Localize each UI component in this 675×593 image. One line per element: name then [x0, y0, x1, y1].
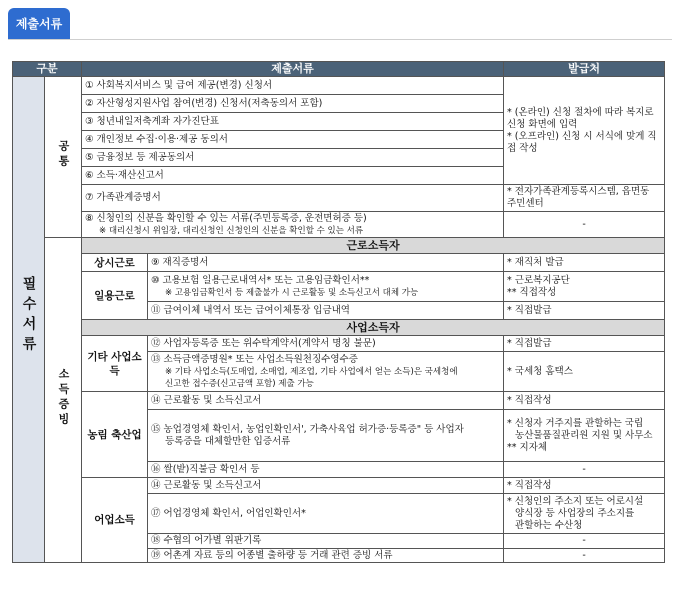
- daily-label: 일용근로: [82, 272, 148, 320]
- category-income: 소득증빙: [45, 238, 82, 563]
- doc-10: ⑩ 고용보험 일용근로내역서* 또는 고용임금확인서** ※ 고용임금확인서 등 제출불가 시 근로활동 및 소득신고서 대체 가능: [148, 272, 504, 302]
- doc-14-farm-issuer: * 직접작성: [504, 392, 665, 410]
- doc-16-issuer: -: [504, 462, 665, 478]
- tab-submission-docs[interactable]: 제출서류: [8, 8, 70, 39]
- header-issuer: 발급처: [504, 62, 665, 77]
- common-issuer: * (온라인) 신청 절차에 따라 복지로 신청 화면에 입력 * (오프라인) 신청 시 서식에 맞게 직접 작성: [504, 77, 665, 185]
- doc-5: ⑤ 금융정보 등 제공동의서: [82, 149, 504, 167]
- etc-label: 기타 사업소득: [82, 336, 148, 392]
- doc-14-fish: ⑭ 근로활동 및 소득신고서: [148, 478, 504, 494]
- doc-7: ⑦ 가족관계증명서: [82, 185, 504, 212]
- doc-11: ⑪ 급여이체 내역서 또는 급여이체통장 입금내역: [148, 302, 504, 320]
- doc-19-issuer: -: [504, 549, 665, 563]
- doc-14-farm: ⑭ 근로활동 및 소득신고서: [148, 392, 504, 410]
- table-row: [13, 77, 665, 95]
- doc-19: ⑲ 어촌계 자료 등의 어종별 출하량 등 거래 관련 증빙 서류: [148, 549, 504, 563]
- doc-7-issuer: * 전자가족관계등록시스템, 읍면동 주민센터: [504, 185, 665, 212]
- section-business: 사업소득자: [82, 320, 665, 336]
- farm-label: 농림 축산업: [82, 392, 148, 478]
- documents-table: [12, 61, 665, 563]
- doc-10-issuer: * 근로복지공단 ** 직접작성: [504, 272, 665, 302]
- category-required: 필수서류: [13, 77, 45, 563]
- doc-9-issuer: * 재직처 발급: [504, 254, 665, 272]
- header-documents: 제출서류: [82, 62, 504, 77]
- doc-4: ④ 개인정보 수집·이용·제공 동의서: [82, 131, 504, 149]
- doc-3: ③ 청년내일저축계좌 자가진단표: [82, 113, 504, 131]
- fish-label: 어업소득: [82, 478, 148, 563]
- doc-6: ⑥ 소득·재산신고서: [82, 167, 504, 185]
- doc-9: ⑨ 재직증명서: [148, 254, 504, 272]
- category-common: 공통: [45, 77, 82, 238]
- doc-17-issuer: * 신청인의 주소지 또는 어로시설 양식장 등 사업장의 주소지를 관할하는 수산청: [504, 494, 665, 534]
- table-header-row: [13, 62, 665, 77]
- tab-bar: [8, 8, 672, 40]
- doc-12: ⑫ 사업자등록증 또는 위수탁계약서(계약서 명칭 불문): [148, 336, 504, 352]
- doc-14-fish-issuer: * 직접작성: [504, 478, 665, 494]
- doc-1: ① 사회복지서비스 및 급여 제공(변경) 신청서: [82, 77, 504, 95]
- doc-16: ⑯ 쌀(밭)직불금 확인서 등: [148, 462, 504, 478]
- doc-15: ⑮ 농업경영체 확인서, 농업인확인서', 가축사육업 허가증·등록증" 등 사업자 등록증을 대체할만한 입증서류: [148, 410, 504, 462]
- doc-8-issuer: -: [504, 212, 665, 238]
- header-category: 구분: [13, 62, 82, 77]
- doc-2: ② 자산형성지원사업 참여(변경) 신청서(저축동의서 포함): [82, 95, 504, 113]
- doc-8: ⑧ 신청인의 신분을 확인할 수 있는 서류(주민등록증, 운전면허증 등) ※ 대리신청시 위임장, 대리신청인 신청인의 신분을 확인할 수 있는 서류: [82, 212, 504, 238]
- doc-12-issuer: * 직접발급: [504, 336, 665, 352]
- doc-11-issuer: * 직접발급: [504, 302, 665, 320]
- doc-13-issuer: * 국세청 홈택스: [504, 352, 665, 392]
- doc-17: ⑰ 어업경영체 확인서, 어업인확인서*: [148, 494, 504, 534]
- doc-18-issuer: -: [504, 534, 665, 549]
- doc-18: ⑱ 수협의 어가별 위판기록: [148, 534, 504, 549]
- section-labor: 근로소득자: [82, 238, 665, 254]
- regular-label: 상시근로: [82, 254, 148, 272]
- doc-15-issuer: * 신청자 거주지를 관할하는 국립 농산물품질관리원 지원 및 사무소 ** 지자체: [504, 410, 665, 462]
- doc-13: ⑬ 소득금액증명원* 또는 사업소득원천징수영수증 ※ 기타 사업소득(도매업, 소매업, 제조업, 기타 사업에서 얻는 소득)은 국세청에 신고한 접수증(신고금액 포함) 제출 가능: [148, 352, 504, 392]
